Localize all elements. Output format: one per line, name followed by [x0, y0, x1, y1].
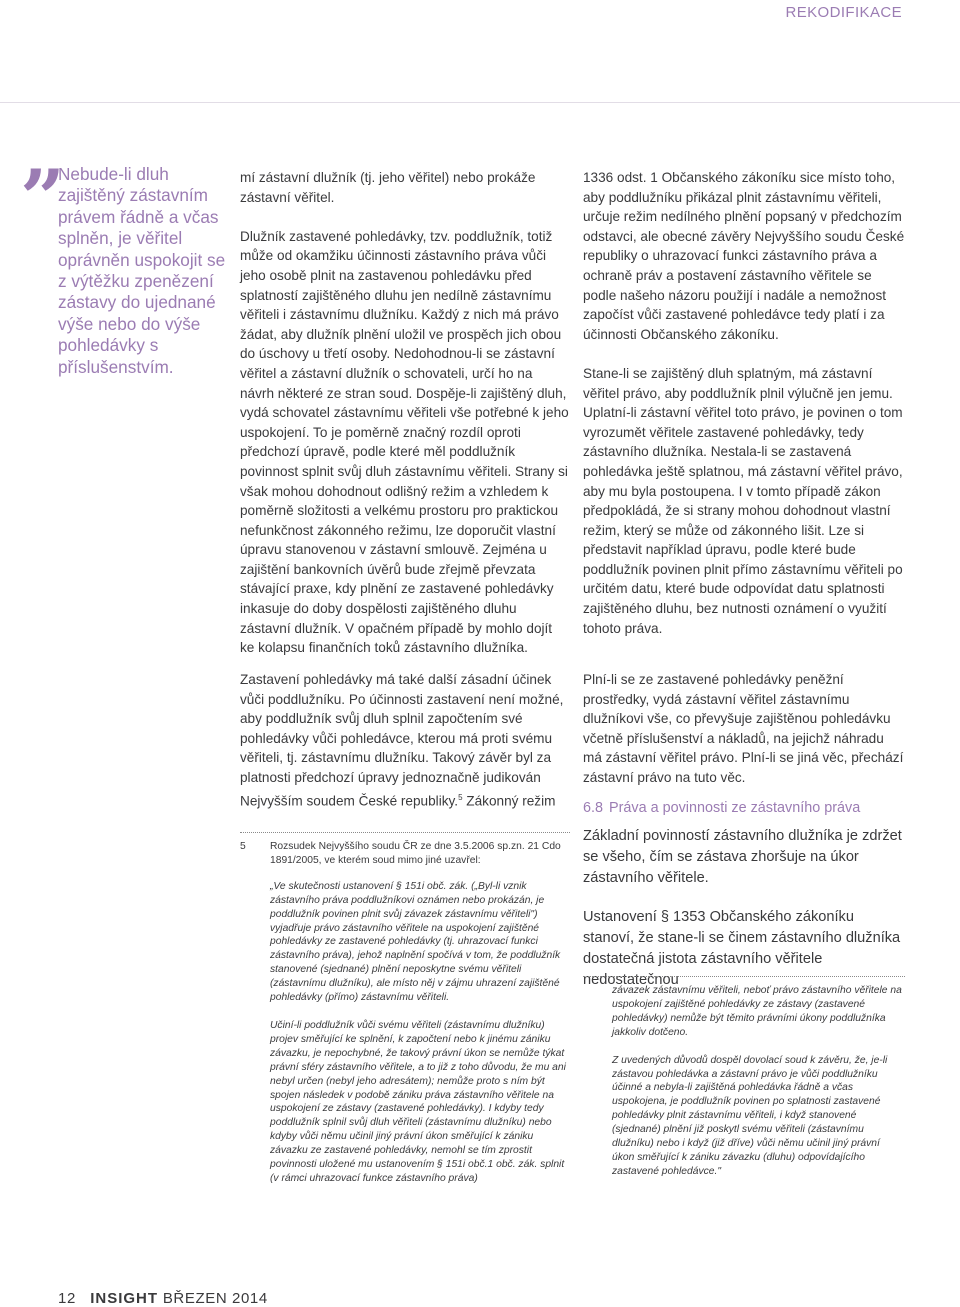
middle-column-bottom — [240, 670, 570, 811]
lead-paragraph: Ustanovení § 1353 Občanského zákoníku stanoví, že stane-li se činem zástavního dlužníka dostatečná jistota zástavního věřitele nedostatečnou — [583, 908, 901, 988]
magazine-brand: INSIGHT — [90, 1290, 159, 1307]
header-divider — [0, 102, 960, 103]
section-heading — [583, 798, 905, 818]
paragraph: Stane-li se zajištěný dluh splatným, má zástavní věřitel právo, aby poddlužník plnil výlučně jen jemu. Uplatní-li zástavní věřitel toto právo, je povinen o tom vyrozumět věřitele zastavené pohledávky, tedy zástavního dlužníka. Nestala-li se zastavená pohledávka ještě splatnou, má zástavní věřitel právo, aby mu byla postoupena. I v tomto případě zákon předpokládá, že si strany mohou dohodnout vlastní režim, který se může od zákonného lišit. Lze si představit například úpravu, podle které bude poddlužník povinen plnit přímo zástavnímu věřiteli po určitém datu, které bude odpovídat datu splatnosti zajištěného dluhu, bez nutnosti oznámení o využití tohoto práva. — [583, 365, 903, 636]
page-footer — [58, 1290, 268, 1307]
middle-column-top — [240, 168, 570, 658]
section-number: 6.8 — [583, 799, 604, 816]
section-label: REKODIFIKACE — [785, 4, 902, 21]
footnote-quote: „Ve skutečnosti ustanovení § 151i obč. zák. („Byl-li vznik zástavního práva poddlužníkovi oznámen nebo prokázán, je poddlužník povinen plnit svůj závazek zástavnímu věřiteli") vyjadřuje právo zástavního věřitele na uspokojení zajištěné pohledávky ze zastavené pohledávky (tj. uhrazovací funkci zástavního práva), jehož naplnění spočívá v tom, že poddlužník stanovené (sjednané) plnění neposkytne svému věřiteli (zástavnímu dlužníku), ale místo něj v zájmu uhrazení zajištěné pohledávky (přímo) zástavnímu věřiteli. — [270, 880, 561, 1004]
paragraph: Plní-li se ze zastavené pohledávky peněžní prostředky, vydá zástavní věřitel zástavnímu dlužníkovi vše, co převyšuje zajištěnou pohledávku včetně příslušenství a nákladů, na jejichž náhradu má zástavní věřitel právo. Plní-li se jiná věc, přechází zástavní právo na tuto věc. — [583, 672, 904, 785]
footnote-quote: závazek zástavnímu věřiteli, neboť právo zástavního věřitele na uspokojení zajištěné pohledávky ze zástavy (zastavené pohledávky) nemůže být těmito právními úkony poddlužníka jakkoliv dotčeno. — [612, 985, 902, 1038]
quote-mark-icon: ” — [20, 153, 65, 244]
footnote-divider — [240, 832, 570, 833]
paragraph: Zastavení pohledávky má také další zásadní účinek vůči poddlužníku. Po účinnosti zastavení není možné, aby poddlužník svůj dluh splnil započtením své pohledávky vůči pohledávce, kterou má proti svému věřiteli, tj. zástavnímu dlužníku. Takový závěr byl za platnosti předchozí úpravy jednoznačně judikován Nejvyšším soudem České republiky.$^5$ Zákonný režim — [240, 672, 564, 809]
issue-date: BŘEZEN 2014 — [162, 1290, 268, 1307]
footnote-divider — [583, 976, 905, 977]
lead-paragraph: Základní povinností zástavního dlužníka je zdržet se všeho, čím se zástava zhoršuje na úkor zástavního věřitele. — [583, 827, 902, 886]
section-title: Práva a povinnosti ze zástavního práva — [609, 799, 861, 816]
pull-quote-text: Nebude-li dluh zajištěný zástavním právem řádně a včas splněn, je věřitel oprávněn uspokojit se z výtěžku zpenězení zástavy do ujednané výše nebo do výše pohledávky s příslušenstvím. — [58, 164, 226, 377]
pull-quote — [58, 164, 228, 378]
paragraph: Dlužník zastavené pohledávky, tzv. poddlužník, totiž může od okamžiku účinnosti zástavního práva vůči jeho osobě plnit na zastavenou pohledávku před splatností zajištěného dluhu jen nedílně zástavnímu věřiteli i zástavnímu dlužníku. Každý z nich má právo žádat, aby dlužník plnění uložil ve prospěch jich obou do úschovy u třetí osoby. Nedohodnou-li se zástavní věřitel a zástavní dlužník o schovateli, určí ho na návrh některé ze stran soud. Dospěje-li zajištěný dluh, vydá schovatel zástavnímu věřiteli vše potřebné k jeho uspokojení. To je poměrně značný rozdíl oproti předchozí úpravě, podle které měl poddlužník povinnost splnit svůj dluh zástavnímu věřiteli. Strany si však mohou dohodnout odlišný režim a vzhledem k poměrně složitosti a velkému prostoru pro praktickou nefunkčnost zákonného režimu, lze doporučit vlastní úpravu stanovenou v zástavní smlouvě. Zejména u zajištění bankovních úvěrů bude zřejmě převzata stávající praxe, kdy plnění ze zastavené pohledávky inkasuje do doby dospělosti zajištěného dluhu zástavní dlužník. V opačném případě by mohlo dojít ke kolapsu finančních toků zástavního dlužníka. — [240, 228, 569, 656]
footnote-continued — [612, 984, 905, 1179]
paragraph: 1336 odst. 1 Občanského zákoníku sice místo toho, aby poddlužníku přikázal plnit zástavnímu věřiteli, určuje režim nedílného plnění popsaný v předchozím odstavci, ale obecné závěry Nejvyššího soudu České republiky o uhrazovací funkci zástavního práva a ochraně práv a postavení zástavního věřitele se podle našeho názoru použijí i nadále a nemožnost započíst vůči zastavené pohledávce tedy platí i za účinnosti Občanského zákoníku. — [583, 170, 905, 342]
footnote — [240, 840, 570, 1186]
right-column-top — [583, 168, 905, 638]
paragraph: mí zástavní dlužník (tj. jeho věřitel) nebo prokáže zástavní věřitel. — [240, 170, 536, 205]
footnote-quote: Učiní-li poddlužník vůči svému věřiteli (zástavnímu dlužníku) projev směřující ke splnění, k započtení nebo k jinému zániku závazku, je nepochybné, že takový právní úkon se nemůže týkat právní sféry zástavního věřitele, a to již z toho důvodu, že mu ani nebyl určen (nebyl jeho adresátem); nemůže proto s ním být spojen následek v podobě zániku práva zástavního věřitele na uspokojení ze zástavy (zastavené pohledávky). I kdyby tedy poddlužník splnil svůj dluh věřiteli (zástavnímu dlužníku) nebo kdyby vůči němu učinil jiný právní úkon směřující k zániku závazku ze zastavené pohledávky, nemohl se tím zprostit povinnosti uložené mu ustanovením § 151i obč.1 obč. zák. splnit (v rámci uhrazovací funkce zástavního práva) — [270, 1019, 566, 1184]
footnote-ref[interactable]: 5 — [458, 792, 463, 802]
footnote-number: 5 — [240, 841, 246, 852]
page-number: 12 — [58, 1290, 76, 1307]
footnote-quote: Z uvedených důvodů dospěl dovolací soud k závěru, že, je-li zástavou pohledávka a zástavní právo je vůči poddlužníku účinné a nebyla-li zajištěná pohledávka řádně a včas uspokojena, je poddlužník povinen po splatnosti zastavené pohledávky plnit zástavnímu věřiteli, i když stanovené (sjednané) plnění již poskytl svému věřiteli (zástavnímu dlužníku) nebo i když (již dříve) vůči němu učinil jiný právní úkon směřující k zániku závazku (dluhu) odpovídajícího zastavené pohledávce." — [612, 1054, 888, 1177]
right-column-bottom — [583, 670, 905, 991]
footnote-text: Rozsudek Nejvyššího soudu ČR ze dne 3.5.2006 sp.zn. 21 Cdo 1891/2005, ve kterém soud mimo jiné uzavřel: — [270, 841, 561, 866]
